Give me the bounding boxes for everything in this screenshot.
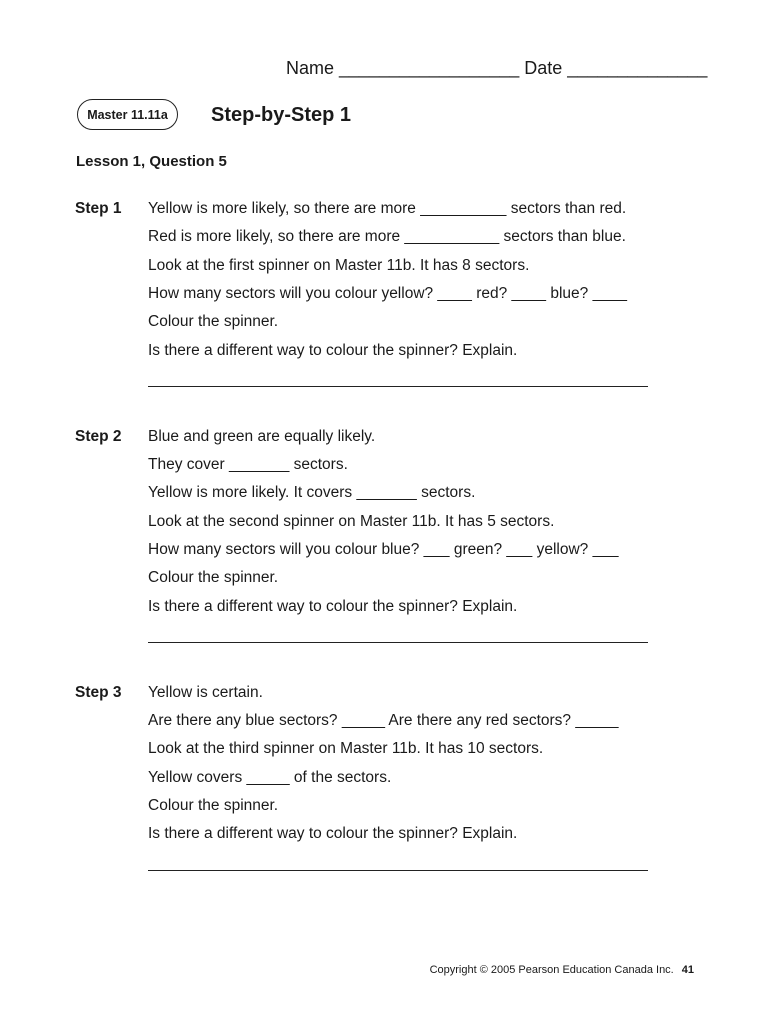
step-2-line: Blue and green are equally likely. — [148, 428, 376, 445]
step-2-label: Step 2 — [75, 428, 122, 445]
name-blank[interactable]: __________________ — [339, 58, 520, 78]
step-2-line: Yellow is more likely. It covers _______ sectors. — [148, 484, 476, 501]
step-2-line: Look at the second spinner on Master 11b. It has 5 sectors. — [148, 513, 555, 530]
step-1-label: Step 1 — [75, 200, 122, 217]
page-title: Step-by-Step 1 — [211, 104, 352, 126]
step-1-line: How many sectors will you colour yellow? ____ red? ____ blue? ____ — [148, 285, 628, 302]
step-3-line: Are there any blue sectors? _____ Are there any red sectors? _____ — [148, 712, 619, 729]
step-2-answer-line[interactable] — [148, 642, 648, 643]
step-2-line: They cover _______ sectors. — [148, 456, 348, 473]
name-label: Name — [286, 58, 335, 78]
step-3-label: Step 3 — [75, 684, 122, 701]
step-1-line: Yellow is more likely, so there are more __________ sectors than red. — [148, 200, 627, 217]
master-badge: Master 11.11a — [77, 99, 178, 130]
step-1-line: Colour the spinner. — [148, 313, 279, 330]
lesson-heading: Lesson 1, Question 5 — [76, 153, 227, 170]
step-1-line: Red is more likely, so there are more ___________ sectors than blue. — [148, 228, 626, 245]
step-2-line: Colour the spinner. — [148, 569, 279, 586]
step-2-line: Is there a different way to colour the spinner? Explain. — [148, 598, 518, 615]
date-label: Date — [524, 58, 563, 78]
name-date-header — [286, 58, 707, 79]
page-number: 41 — [681, 964, 694, 976]
date-blank[interactable]: ______________ — [567, 58, 708, 78]
step-3-line: Is there a different way to colour the spinner? Explain. — [148, 825, 518, 842]
step-3-line: Colour the spinner. — [148, 797, 279, 814]
step-1-line: Look at the first spinner on Master 11b. It has 8 sectors. — [148, 257, 530, 274]
step-1-line: Is there a different way to colour the spinner? Explain. — [148, 342, 518, 359]
step-2-line: How many sectors will you colour blue? ___ green? ___ yellow? ___ — [148, 541, 619, 558]
footer — [430, 964, 694, 976]
step-3-line: Yellow is certain. — [148, 684, 263, 701]
step-3-line: Look at the third spinner on Master 11b. It has 10 sectors. — [148, 740, 544, 757]
copyright-text: Copyright © 2005 Pearson Education Canada Inc. — [429, 964, 674, 976]
step-1-answer-line[interactable] — [148, 386, 648, 387]
step-3-answer-line[interactable] — [148, 870, 648, 871]
step-3-line: Yellow covers _____ of the sectors. — [148, 769, 392, 786]
